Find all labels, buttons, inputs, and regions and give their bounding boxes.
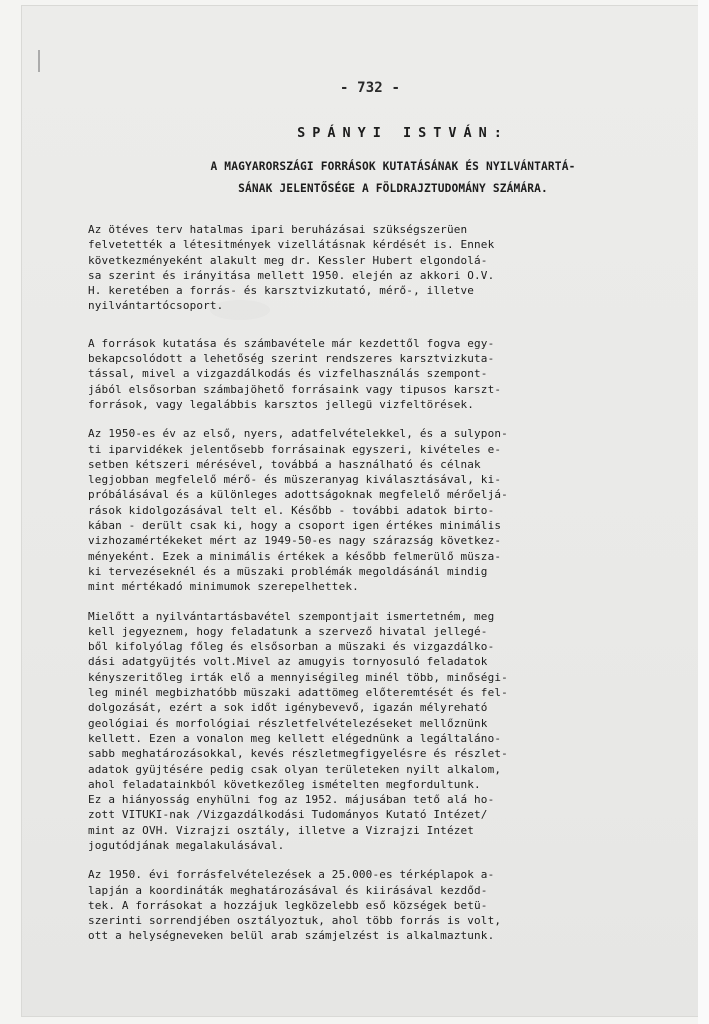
paragraph: Az 1950-es év az első, nyers, adatfelvételekkel, és a sulypon- ti iparvidékek jelentősebb forrásainak egyszeri, kivételes e- setben kétszeri mérésével, továbbá a használható és célnak legjobban megfelelő mérő- és müszeranyag kiválasztásával, ki- próbálásával és a különleges adottságoknak megfelelő mérőeljá- rások kidolgozásával telt el. Később - további adatok birto- kában - derült csak ki, hogy a csoport igen értékes minimális vizhozamértékeket mért az 1949-50-es nagy szárazság következ- ményeként. Ezek a minimális értékek a később felmerülő müsza- ki tervezéseknél és a müszaki problémák megoldásánál mindig mint mértékadó minimumok szerepelhettek.: [88, 427, 508, 594]
page-number: - 732 -: [339, 80, 401, 96]
document-title: A MAGYARORSZÁGI FORRÁSOK KUTATÁSÁNAK ÉS NYILVÁNTARTÁ- SÁNAK JELENTŐSÉGE A FÖLDRAJZTUDOMÁNY SZÁMÁRA.: [210, 160, 576, 195]
paragraph: Az 1950. évi forrásfelvételezések a 25.000-es térképlapok a- lapján a koordináták meghatározásával és kiirásával kezdőd- tek. A forrásokat a hozzájuk legközelebb eső községek betü- szerinti sorrendjében osztályoztuk, ahol több forrás is volt, ott a helységneveken belül arab számjelzést is alkalmaztunk.: [88, 868, 502, 943]
paragraph: Mielőtt a nyilvántartásbavétel szempontjait ismertetném, meg kell jegyeznem, hogy feladatunk a szervező hivatal jellegé- ből kifolyólag főleg és elsősorban a müszaki és vizgazdálko- dási adatgyüjtés volt.Mivel az amugyis tornyosuló feladatok kényszeritőleg irták elő a mennyiségileg minél több, minőségi- leg minél megbizhatóbb müszaki adattömeg előteremtését és fel- dolgozását, ezért a sok időt igénybevevő, igazán mélyreható geológiai és morfológiai részletfelvételezéseket mellőznünk kellett. Ezen a vonalon meg kellett elégednünk a legáltaláno- sabb meghatározásokkal, kevés részletmegfigyelésre és részlet- adatok gyüjtésére pedig csak olyan területeken nyilt alkalom, ahol feladatainkból következőleg ismételten megfordultunk. Ez a hiányosság enyhülni fog az 1952. májusában tető alá ho- zott VITUKI-nak /Vizgazdálkodási Tudományos Kutató Intézet/ mint az OVH. Vizrajzi osztály, illetve a Vizrajzi Intézet jogutódjának megalakulásával.: [88, 609, 508, 852]
paragraph: Az ötéves terv hatalmas ipari beruházásai szükségszerüen felvetették a létesitmények vizellátásnak kérdését is. Ennek következményeként alakult meg dr. Kessler Hubert elgondolá- sa szerint és irányitása mellett 1950. elején az akkori O.V. H. keretében a forrás- és karsztvizkutató, mérő-, illetve nyilvántartócsoport.: [88, 223, 495, 313]
text-body: [88, 222, 648, 958]
scan-border: [698, 0, 709, 1024]
margin-mark: [38, 50, 40, 72]
author-name: SPÁNYI ISTVÁN:: [297, 125, 509, 141]
paragraph: A források kutatása és számbavétele már kezdettől fogva egy- bekapcsolódott a lehetőség szerint rendszeres karsztvizkuta- tással, mivel a vizgazdálkodás és vizfelhasználás szempont- jából elsősorban számbajöhető forrásaink vagy tipusos karszt- források, vagy legalábbis karsztos jellegü vizfeltörések.: [88, 336, 502, 411]
